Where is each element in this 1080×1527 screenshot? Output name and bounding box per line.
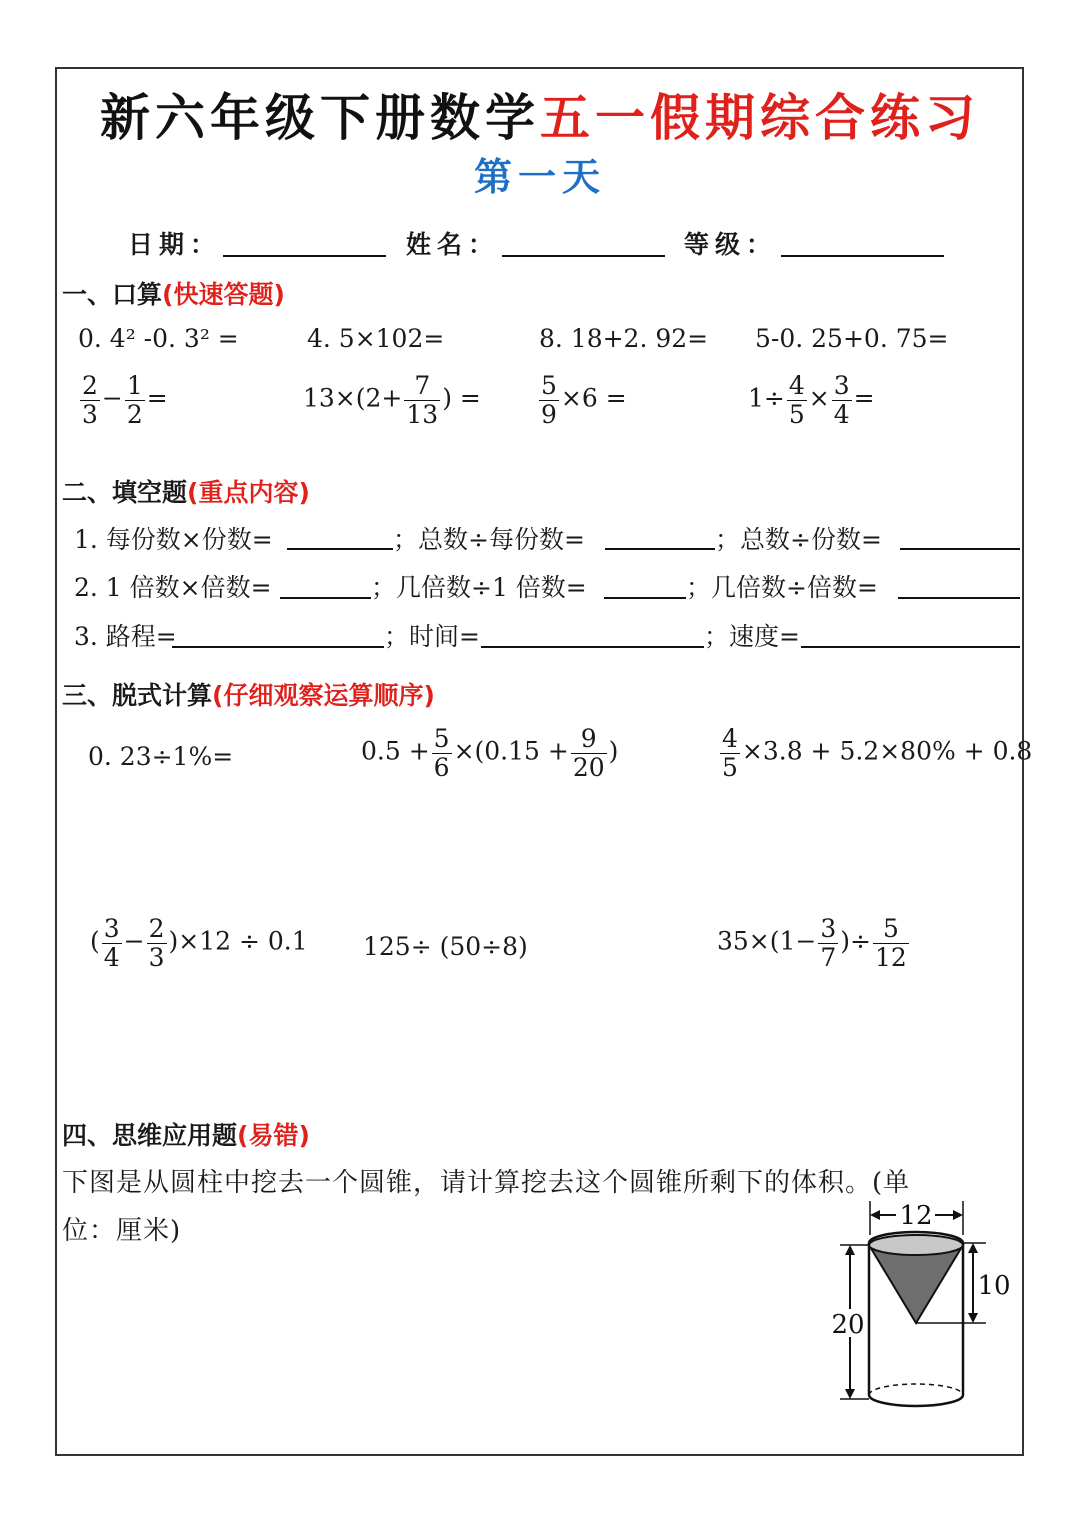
numerator: 7 xyxy=(404,372,440,401)
expr-part: 0.5 + xyxy=(361,736,430,766)
date-field[interactable] xyxy=(223,255,386,257)
cylinder-bottom-back xyxy=(869,1384,963,1395)
cylinder-bottom-front xyxy=(869,1395,963,1406)
expr-part: 13×(2+ xyxy=(303,383,403,413)
blank[interactable] xyxy=(481,646,704,648)
numerator: 3 xyxy=(103,914,120,943)
grade-field[interactable] xyxy=(781,255,944,257)
blank[interactable] xyxy=(172,646,384,648)
title-highlight: 五一假期综合练习 xyxy=(540,89,980,147)
fill-3c: ；速度= xyxy=(704,622,800,651)
expr-part: ( xyxy=(90,926,100,956)
denominator: 2 xyxy=(126,399,143,429)
numerator: 5 xyxy=(433,724,450,753)
fill-2a: 2. 1 倍数×倍数= xyxy=(74,573,272,602)
fill-1b: ；总数÷每份数= xyxy=(393,525,585,554)
oral-3: 8. 18+2. 92= xyxy=(539,324,709,353)
cylinder-cone-figure xyxy=(820,1195,1020,1425)
section4-note: (易错) xyxy=(237,1121,310,1150)
denominator: 5 xyxy=(722,752,738,782)
fraction xyxy=(832,372,852,428)
grade-label: 等级： xyxy=(684,230,778,259)
calc-4 xyxy=(90,915,308,971)
blank[interactable] xyxy=(801,646,1020,648)
denominator: 9 xyxy=(541,399,557,429)
arrow-head xyxy=(968,1243,978,1253)
fraction xyxy=(787,372,807,428)
operator: × xyxy=(808,383,830,413)
cone-base xyxy=(869,1235,963,1255)
name-field[interactable] xyxy=(502,255,665,257)
oral-7 xyxy=(537,372,627,428)
fraction xyxy=(571,725,607,781)
page-title xyxy=(0,78,1080,150)
numerator: 5 xyxy=(873,915,909,944)
fill-3a: 3. 路程= xyxy=(74,622,177,651)
denominator: 4 xyxy=(103,942,120,972)
date-label: 日期： xyxy=(128,230,222,259)
arrow-head xyxy=(968,1313,978,1323)
calc-5: 125÷ (50÷8) xyxy=(363,932,528,961)
expr-part: ×(0.15 + xyxy=(453,736,569,766)
oral-4: 5-0. 25+0. 75= xyxy=(755,324,949,353)
equals: = xyxy=(146,383,168,413)
calc-1: 0. 23÷1%= xyxy=(88,742,234,771)
oral-1: 0. 4² -0. 3² = xyxy=(78,324,239,353)
fraction xyxy=(404,372,440,428)
denominator: 3 xyxy=(82,399,98,429)
denominator: 12 xyxy=(874,942,907,972)
equals: = xyxy=(853,383,875,413)
section2-heading xyxy=(62,473,310,509)
expr-part: ×6 = xyxy=(560,383,627,413)
numerator: 1 xyxy=(126,371,143,400)
calc-6 xyxy=(717,915,911,971)
denominator: 7 xyxy=(820,942,837,972)
numerator: 3 xyxy=(820,914,837,943)
expr-part: )×12 ÷ 0.1 xyxy=(168,926,308,956)
section4-title: 四、思维应用题 xyxy=(62,1121,238,1150)
cone xyxy=(869,1245,963,1323)
expr-part: ) xyxy=(608,736,619,766)
diameter-label: 12 xyxy=(899,1201,933,1231)
section4-heading xyxy=(62,1116,310,1152)
fill-3b: ；时间= xyxy=(384,622,480,651)
section3-heading xyxy=(62,676,435,712)
cylinder-height-label: 20 xyxy=(831,1310,865,1340)
fill-2b: ；几倍数÷1 倍数= xyxy=(371,573,587,602)
expr-part: 1÷ xyxy=(748,383,785,413)
blank[interactable] xyxy=(900,548,1020,550)
section1-title: 一、口算 xyxy=(62,280,163,309)
denominator: 20 xyxy=(572,752,605,782)
operator: − xyxy=(101,383,123,413)
section3-note: (仔细观察运算顺序) xyxy=(212,681,435,710)
problem-text-line1: 下图是从圆柱中挖去一个圆锥，请计算挖去这个圆锥所剩下的体积。(单 xyxy=(62,1168,911,1198)
section3-title: 三、脱式计算 xyxy=(62,681,213,710)
fill-1a: 1. 每份数×份数= xyxy=(74,525,273,554)
numerator: 4 xyxy=(788,371,805,400)
expr-part: ×3.8 + 5.2×80% + 0.8 xyxy=(741,736,1033,766)
fraction xyxy=(432,725,452,781)
fraction xyxy=(80,372,100,428)
denominator: 3 xyxy=(148,942,165,972)
fraction xyxy=(720,725,740,781)
blank[interactable] xyxy=(280,597,371,599)
expr-part: )÷ xyxy=(840,926,871,956)
blank[interactable] xyxy=(604,597,686,599)
arrow-head xyxy=(845,1245,855,1255)
fraction xyxy=(873,915,909,971)
page-subtitle: 第一天 xyxy=(473,155,606,199)
oral-5 xyxy=(78,372,168,428)
section1-heading xyxy=(62,275,285,311)
arrow-head xyxy=(953,1210,963,1220)
fill-1c: ；总数÷份数= xyxy=(715,525,882,554)
fraction xyxy=(818,915,838,971)
fraction xyxy=(125,372,145,428)
denominator: 5 xyxy=(788,399,805,429)
fraction xyxy=(539,372,559,428)
denominator: 13 xyxy=(406,399,439,429)
numerator: 2 xyxy=(82,371,98,400)
name-label: 姓名： xyxy=(406,230,500,259)
fraction xyxy=(102,915,122,971)
numerator: 3 xyxy=(833,371,850,400)
numerator: 4 xyxy=(722,724,738,753)
fill-2c: ；几倍数÷倍数= xyxy=(686,573,878,602)
arrow-head xyxy=(845,1389,855,1399)
numerator: 9 xyxy=(571,725,607,754)
operator: − xyxy=(123,926,145,956)
blank[interactable] xyxy=(898,597,1020,599)
calc-3 xyxy=(718,725,1032,781)
oral-2: 4. 5×102= xyxy=(307,324,445,353)
expr-part: 35×(1− xyxy=(717,926,817,956)
oral-6 xyxy=(303,372,481,428)
numerator: 5 xyxy=(541,371,557,400)
blank[interactable] xyxy=(287,548,393,550)
problem-text-line2: 位：厘米) xyxy=(62,1216,182,1246)
fraction xyxy=(147,915,167,971)
oral-8 xyxy=(748,372,875,428)
denominator: 6 xyxy=(433,752,450,782)
section1-note: (快速答题) xyxy=(162,280,285,309)
denominator: 4 xyxy=(833,399,850,429)
expr-part: ) = xyxy=(442,383,481,413)
blank[interactable] xyxy=(605,548,715,550)
numerator: 2 xyxy=(148,914,165,943)
section2-note: (重点内容) xyxy=(187,478,310,507)
title-main: 新六年级下册数学 xyxy=(100,89,540,147)
cone-height-label: 10 xyxy=(977,1271,1011,1301)
calc-2 xyxy=(361,725,618,781)
section2-title: 二、填空题 xyxy=(62,478,188,507)
arrow-head xyxy=(870,1210,880,1220)
